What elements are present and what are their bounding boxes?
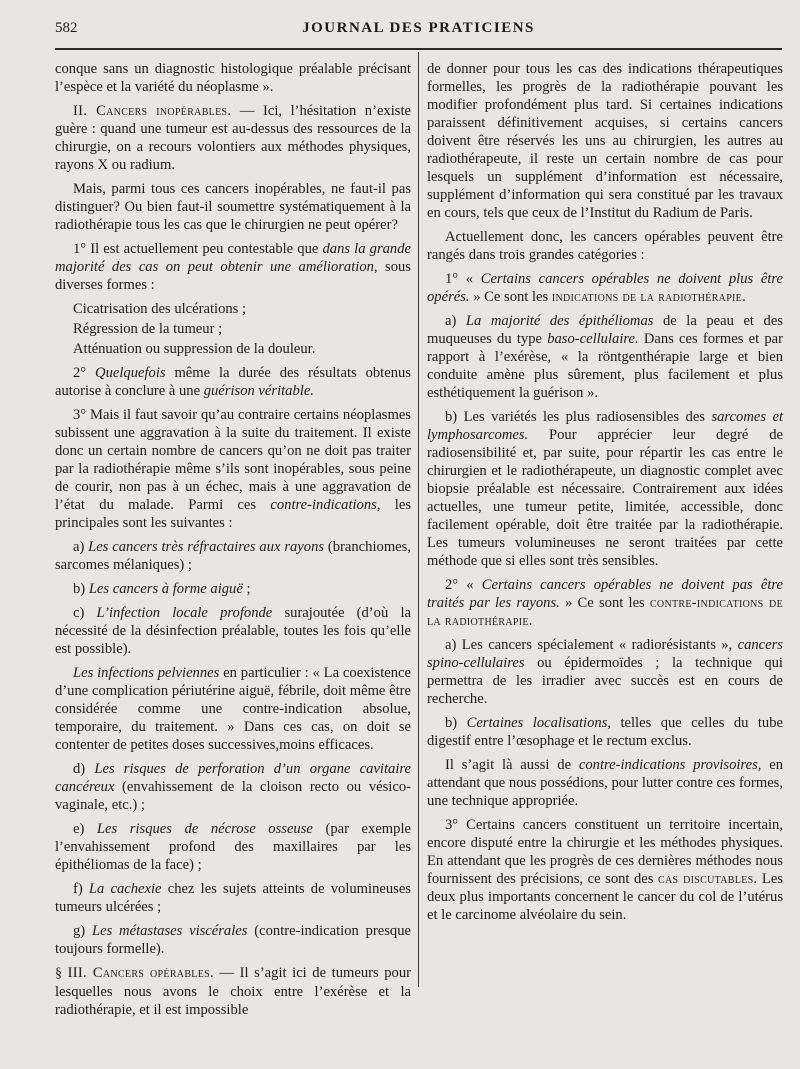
- list-item: c) L’infection locale profonde surajoutée (d’où la nécessité de la désinfection préalable, toutes les fois qu’elle est possible).: [55, 605, 411, 657]
- list-item: Régression de la tumeur ;: [73, 321, 223, 337]
- right-column: [427, 60, 783, 930]
- section-operable: § III. Cancers opérables. — Il s’agit ici de tumeurs pour lesquelles nous avons le choix entre l’exérèse et la radiothérapie, et il est impossible: [55, 965, 411, 1018]
- section-heading: II. Cancers inopérables.: [73, 103, 232, 119]
- section-heading: III. Cancers opérables.: [67, 965, 214, 981]
- list-item: Atténuation ou suppression de la douleur.: [73, 341, 316, 357]
- paragraph: 2° Quelquefois même la durée des résultats obtenus autorise à conclure à une guérison véritable.: [55, 365, 411, 399]
- page-number: 582: [55, 20, 78, 36]
- paragraph: Actuellement donc, les cancers opérables peuvent être rangés dans trois grandes catégories :: [427, 229, 783, 263]
- journal-title: JOURNAL DES PRATICIENS: [302, 20, 535, 36]
- left-column: [55, 60, 411, 1025]
- paragraph: 3° Mais il faut savoir qu’au contraire certains néoplasmes subissent une aggravation à la suite du traitement. Il existe donc un certain nombre de cancers qu’on ne doit pas traiter par la radiothérapie même s’ils sont inopérables, sous peine de courir, non pas à un échec, mais à une aggravation de l’état du malade. Parmi ces contre-indications, les principales sont les suivantes :: [55, 407, 411, 531]
- section-mark: §: [55, 966, 62, 981]
- category-3: 3° Certains cancers constituent un territoire incertain, encore disputé entre la chirurgie et les méthodes physiques. En attendant que les progrès de ces dernières méthodes nous fournissent des précisions, ce sont des cas discutables. Les deux plus importants concernent le cancer du col de l’utérus et le carcinome alvéolaire du sein.: [427, 817, 783, 923]
- list-item: a) Les cancers spécialement « radiorésistants », cancers spino-cellulaires ou épidermoïdes ; la technique qui permettra de les irradier avec succès est en cours de recherche.: [427, 637, 783, 707]
- paragraph: 1° Il est actuellement peu contestable que dans la grande majorité des cas on peut obtenir une amélioration, sous diverses formes :: [55, 241, 412, 293]
- paragraph: Mais, parmi tous ces cancers inopérables, ne faut-il pas distinguer? Ou bien faut-il soumettre systématiquement à la radiothérapie tous les cas que le chirurgien ne peut opérer?: [55, 181, 411, 233]
- column-divider: [418, 52, 419, 987]
- paragraph: de donner pour tous les cas des indications thérapeutiques formelles, les progrès de la radiothérapie pouvant les modifier profondément plus tard. Si certaines indications paraissent définitivement acquises, si certains cancers doivent être réservés les uns au chirurgien, les autres au radiothérapeute, il reste un certain nombre de cas pour lesquels un supplément d’information est nécessaire, supplément d’information qui sera constitué par les travaux en cours, tels que ceux de l’Institut du Radium de Paris.: [427, 61, 783, 221]
- section-inoperable: II. Cancers inopérables. — Ici, l’hésitation n’existe guère : quand une tumeur est au-dessus des ressources de la chirurgie, on a recours volontiers aux méthodes physiques, rayons X ou radium.: [55, 103, 411, 173]
- list-item: a) Les cancers très réfractaires aux rayons (branchiomes, sarcomes mélaniques) ;: [55, 539, 411, 573]
- paragraph: Il s’agit là aussi de contre-indications provisoires, en attendant que nous possédions, pour lutter contre ces formes, une technique appropriée.: [427, 757, 783, 809]
- list-item: b) Certaines localisations, telles que celles du tube digestif entre l’œsophage et le rectum exclus.: [427, 715, 784, 749]
- list-item: e) Les risques de nécrose osseuse (par exemple l’envahissement profond des maxillaires par les épithéliomas de la face) ;: [55, 821, 411, 873]
- list-item: g) Les métastases viscérales (contre-indication presque toujours formelle).: [55, 923, 411, 957]
- category-1: 1° « Certains cancers opérables ne doivent plus être opérés. » Ce sont les indications de la radiothérapie.: [427, 271, 783, 305]
- list-item: f) La cachexie chez les sujets atteints de volumineuses tumeurs ulcérées ;: [55, 881, 411, 915]
- list-item: d) Les risques de perforation d’un organe cavitaire cancéreux (envahissement de la cloison recto ou vésico-vaginale, etc.) ;: [55, 761, 411, 813]
- list-item: a) La majorité des épithéliomas de la peau et des muqueuses du type baso-cellulaire. Dans ces formes et par rapport à l’exérèse, « la röntgenthérapie large et bien conduite amène plus sûrement, plus facilement et plus esthétiquement la guérison ».: [427, 313, 783, 401]
- paragraph: Les infections pelviennes en particulier : « La coexistence d’une complication périutérine aiguë, fébrile, doit même être considérée comme une contre-indication absolue, temporaire, du traitement. » Dans ces cas, on doit se contenter de petites doses successives,moins efficaces.: [55, 665, 411, 753]
- list-item: Cicatrisation des ulcérations ;: [73, 301, 247, 317]
- list-item: b) Les cancers à forme aiguë ;: [73, 581, 251, 597]
- page-header: [55, 14, 782, 50]
- category-2: 2° « Certains cancers opérables ne doivent pas être traités par les rayons. » Ce sont les contre-indications de la radiothérapie.: [427, 577, 783, 629]
- paragraph: conque sans un diagnostic histologique préalable précisant l’espèce et la variété du néoplasme ».: [55, 61, 411, 95]
- list-item: b) Les variétés les plus radiosensibles des sarcomes et lymphosarcomes. Pour apprécier leur degré de radiosensibilité et, par suite, pour répartir les cas entre le chirurgien et le radiothérapeute, un diagnostic complet avec biopsie préalable est nécessaire. Contrairement aux idées actuelles, une tumeur petite, limitée, accessible, donc facilement opérable, doit être traitée par la radiothérapie. Les tumeurs volumineuses ne seront traitées par cette méthode que si elles sont très sensibles.: [427, 409, 784, 569]
